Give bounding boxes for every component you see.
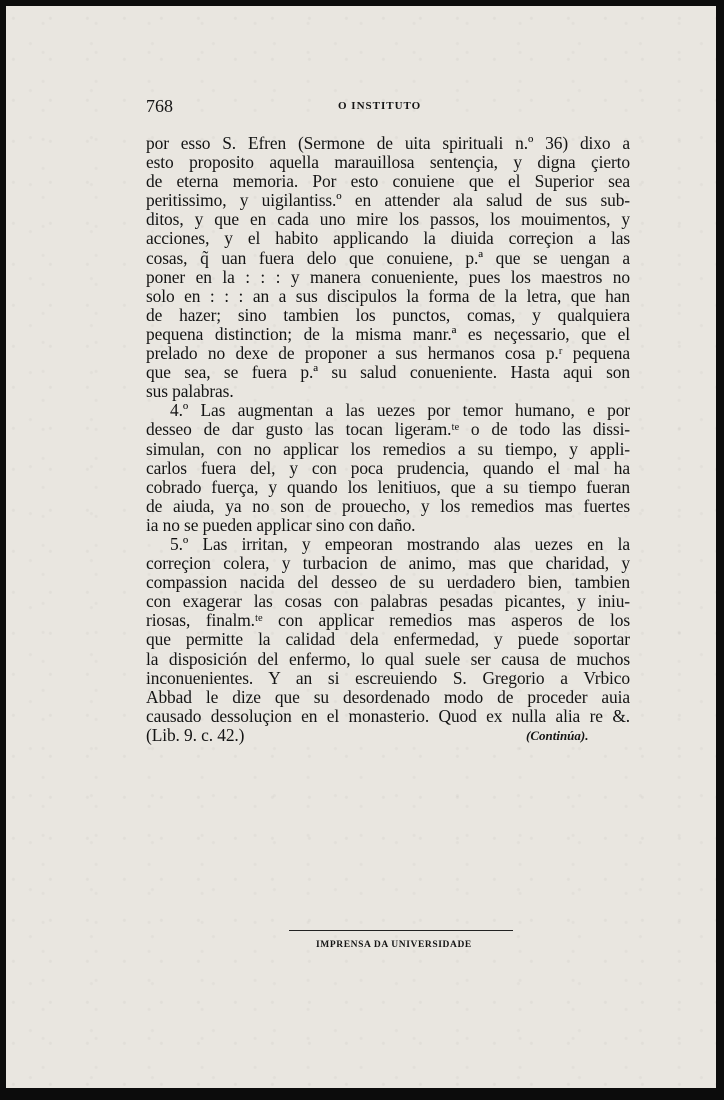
text-line: riosas, finalm.ᵗᵉ con applicar remedios mas asperos de los — [146, 610, 630, 631]
footer-rule — [289, 930, 513, 931]
text-line: acciones, y el habito applicando la diuida correçion a las — [146, 228, 630, 249]
text-line: ditos, y que en cada uno mire los passos, los mouimentos, y — [146, 209, 630, 230]
text-line: (Lib. 9. c. 42.) — [146, 724, 245, 745]
page-header — [146, 96, 636, 116]
text-line: ia no se pueden applicar sino con daño. — [146, 514, 416, 535]
text-line: poner en la : : : y manera conueniente, pues los maestros no — [146, 266, 630, 287]
running-head: O INSTITUTO — [338, 100, 422, 112]
text-line: correçion colera, y turbacion de animo, mas que charidad, y — [146, 553, 630, 574]
document-page — [6, 6, 716, 1088]
text-line: desseo de dar gusto las tocan ligeram.ᵗᵉ o de todo las dissi- — [146, 419, 630, 440]
text-line: que sea, se fuera p.ª su salud conueniente. Hasta aqui son — [146, 362, 630, 383]
text-line: carlos fuera del, y con poca prudencia, quando el mal ha — [146, 457, 630, 478]
text-line: peritissimo, y uigilantiss.º en attender ala salud de sus sub- — [146, 190, 630, 211]
text-line: pequena distinction; de la misma manr.ª es neçessario, que el — [146, 323, 630, 344]
text-line: simulan, con no applicar los remedios a su tiempo, y appli- — [146, 438, 630, 459]
text-line: Abbad le dize que su desordenado modo de proceder auia — [146, 686, 630, 707]
text-line: por esso S. Efren (Sermone de uita spirituali n.º 36) dixo a — [146, 133, 630, 153]
text-line: cobrado fuerça, y quando los lenitiuos, que a su tiempo fueran — [146, 476, 630, 497]
text-line: de eterna memoria. Por esto conuiene que el Superior sea — [146, 171, 630, 192]
text-line: que permitte la calidad dela enfermedad, y puede soportar — [146, 629, 630, 650]
text-line: 5.º Las irritan, y empeoran mostrando alas uezes en la — [170, 533, 630, 554]
text-line: de hazer; sino tambien los punctos, comas, y qualquiera — [146, 304, 630, 325]
text-line: sus palabras. — [146, 381, 234, 402]
body-text — [146, 134, 630, 745]
page-number: 768 — [146, 96, 173, 116]
text-line: prelado no dexe de proponer a sus hermanos cosa p.ʳ pequena — [146, 343, 630, 364]
text-line: inconuenientes. Y an si escreuiendo S. Gregorio a Vrbico — [146, 667, 630, 688]
text-line: cosas, q̃ uan fuera delo que conuiene, p.ª que se uengan a — [146, 247, 630, 268]
text-line: causado dessoluçion en el monasterio. Quod ex nulla alia re &. — [146, 705, 630, 726]
text-line: compassion nacida del desseo de su uerdadero bien, tambien — [146, 572, 630, 593]
text-line: con exagerar las cosas con palabras pesadas picantes, y iniu- — [146, 591, 630, 612]
text-line: la disposición del enfermo, lo qual suele ser causa de muchos — [146, 648, 630, 669]
text-line: de aiuda, ya no son de prouecho, y los remedios mas fuertes — [146, 495, 630, 516]
text-line: 4.º Las augmentan a las uezes por temor humano, e por — [170, 400, 630, 421]
continuation-note: (Continúa). — [526, 728, 589, 743]
text-line: solo en : : : an a sus discipulos la forma de la letra, que han — [146, 285, 630, 306]
printer-imprint: IMPRENSA DA UNIVERSIDADE — [316, 940, 472, 950]
text-line: esto proposito aquella marauillosa sentençia, y digna çierto — [146, 152, 630, 173]
